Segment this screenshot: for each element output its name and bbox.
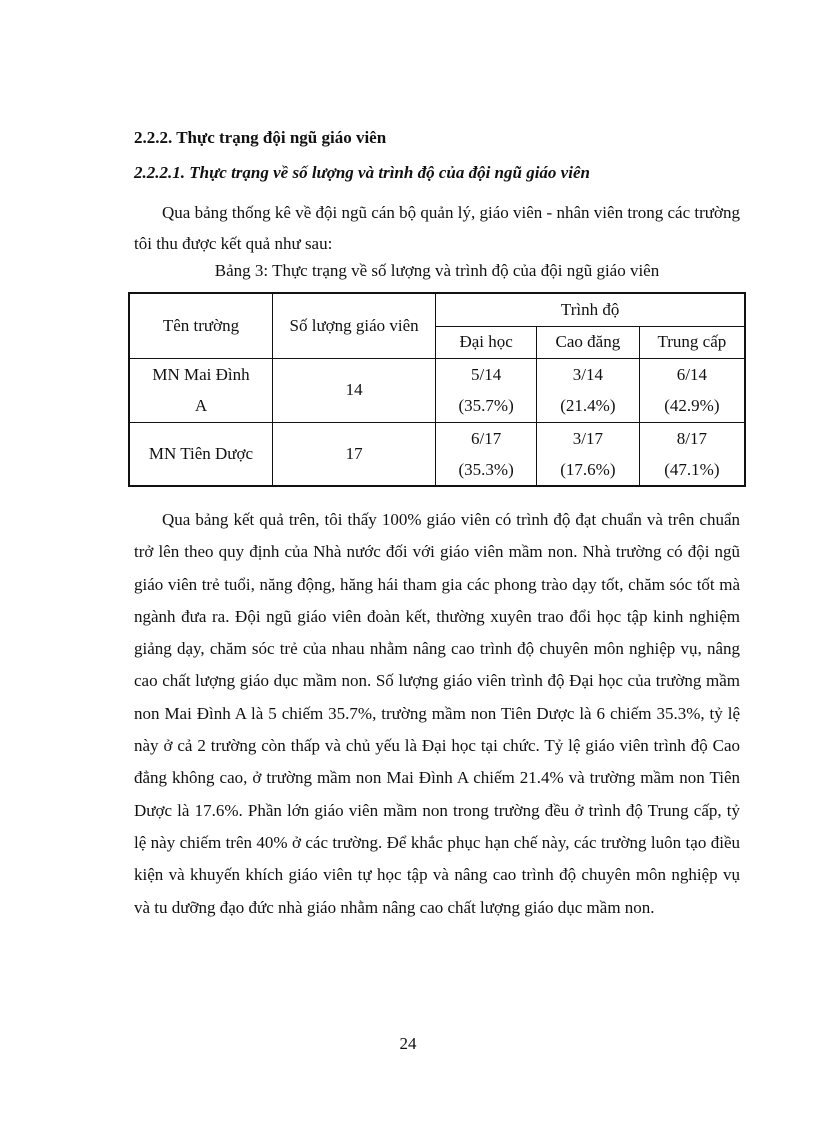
header-level-intermediate: Trung cấp (639, 326, 745, 358)
row-cell: 3/14 (21.4%) (537, 358, 640, 422)
row-cell: 5/14 (35.7%) (436, 358, 537, 422)
row-cell: 8/17 (47.1%) (639, 422, 745, 486)
table-row (129, 358, 745, 422)
intro-paragraph (134, 197, 740, 259)
row-count: 17 (272, 422, 435, 486)
header-level-university: Đại học (436, 326, 537, 358)
table-row (129, 422, 745, 486)
section-heading: 2.2.2. Thực trạng đội ngũ giáo viên (134, 128, 387, 147)
body-text: Qua bảng kết quả trên, tôi thấy 100% giáo viên có trình độ đạt chuẩn và trên chuẩn trở lên theo quy định của Nhà nước đối với giáo viên mầm non. Nhà trường có đội ngũ giáo viên trẻ tuổi, năng động, hăng hái tham gia các phong trào dạy tốt, chăm sóc tốt mà ngành đưa ra. Đội ngũ giáo viên đoàn kết, thường xuyên trao đổi học tập kinh nghiệm giảng dạy, chăm sóc trẻ của nhau nhằm nâng cao trình độ chuyên môn nghiệp vụ, nâng cao chất lượng giáo dục mầm non. Số lượng giáo viên trình độ Đại học của trường mầm non Mai Đình A là 5 chiếm 35.7%, trường mầm non Tiên Dược là 6 chiếm 35.3%, tỷ lệ này ở cả 2 trường còn thấp và chủ yếu là Đại học tại chức. Tỷ lệ giáo viên trình độ Cao đẳng không cao, ở trường mầm non Mai Đình A chiếm 21.4% và trường mầm non Tiên Dược là 17.6%. Phần lớn giáo viên mầm non trong trường đều ở trình độ Trung cấp, tỷ lệ này chiếm trên 40% ở các trường. Để khắc phục hạn chế này, các trường luôn tạo điều kiện và khuyến khích giáo viên tự học tập và nâng cao trình độ chuyên môn nghiệp vụ và tu dưỡng đạo đức nhà giáo nhằm nâng cao chất lượng giáo dục mầm non. (134, 510, 740, 917)
row-cell: 6/14 (42.9%) (639, 358, 745, 422)
row-school: MN Mai Đình A (129, 358, 272, 422)
intro-text: Qua bảng thống kê về đội ngũ cán bộ quản lý, giáo viên - nhân viên trong các trường tôi thu được kết quả như sau: (134, 203, 740, 253)
table-caption: Bảng 3: Thực trạng về số lượng và trình độ của đội ngũ giáo viên (214, 261, 660, 280)
header-level-college: Cao đăng (537, 326, 640, 358)
header-school: Tên trường (129, 293, 272, 358)
page-number: 24 (399, 1034, 417, 1053)
row-cell: 6/17 (35.3%) (436, 422, 537, 486)
body-paragraph (134, 504, 740, 924)
header-level: Trình độ (436, 293, 745, 326)
row-cell: 3/17 (17.6%) (537, 422, 640, 486)
header-count: Số lượng giáo viên (272, 293, 435, 358)
row-school: MN Tiên Dược (129, 422, 272, 486)
row-count: 14 (272, 358, 435, 422)
staff-table (128, 292, 746, 487)
subsection-heading: 2.2.2.1. Thực trạng về số lượng và trình độ của đội ngũ giáo viên (134, 163, 590, 182)
